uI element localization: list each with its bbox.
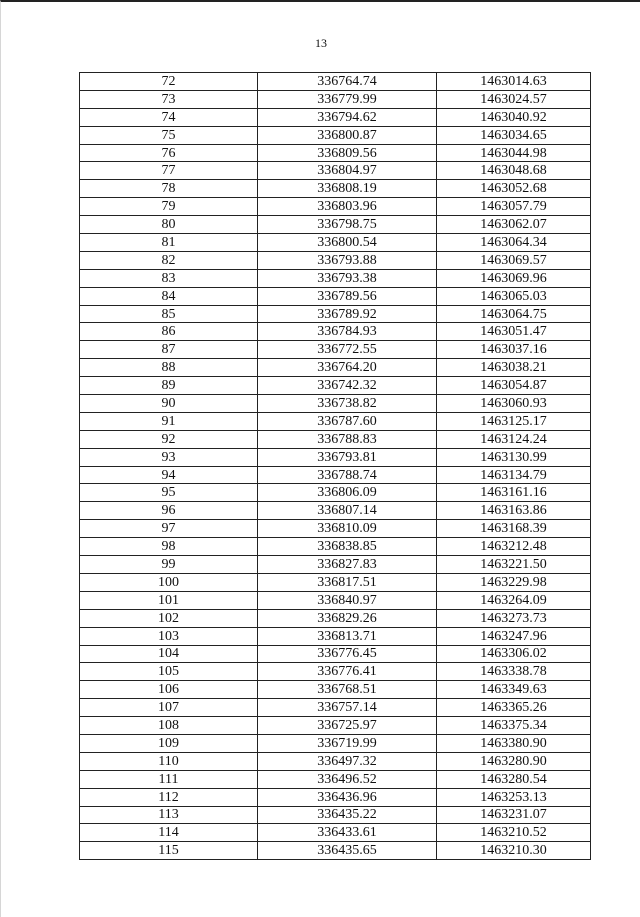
table-row: [80, 681, 591, 699]
table-row: [80, 180, 591, 198]
point-number-cell: 81: [80, 234, 258, 252]
y-coordinate-cell: 1463034.65: [437, 126, 591, 144]
table-row: [80, 806, 591, 824]
x-coordinate-cell: 336772.55: [258, 341, 437, 359]
table-row: [80, 538, 591, 556]
y-coordinate-cell: 1463168.39: [437, 520, 591, 538]
point-number-cell: 101: [80, 591, 258, 609]
point-number-cell: 90: [80, 395, 258, 413]
y-coordinate-cell: 1463060.93: [437, 395, 591, 413]
table-row: [80, 591, 591, 609]
point-number-cell: 95: [80, 484, 258, 502]
x-coordinate-cell: 336435.22: [258, 806, 437, 824]
table-row: [80, 556, 591, 574]
y-coordinate-cell: 1463365.26: [437, 699, 591, 717]
x-coordinate-cell: 336779.99: [258, 90, 437, 108]
y-coordinate-cell: 1463125.17: [437, 412, 591, 430]
point-number-cell: 99: [80, 556, 258, 574]
table-row: [80, 359, 591, 377]
table-row: [80, 395, 591, 413]
table-row: [80, 198, 591, 216]
y-coordinate-cell: 1463057.79: [437, 198, 591, 216]
page-number: 13: [315, 36, 327, 50]
x-coordinate-cell: 336806.09: [258, 484, 437, 502]
point-number-cell: 100: [80, 573, 258, 591]
y-coordinate-cell: 1463065.03: [437, 287, 591, 305]
point-number-cell: 92: [80, 430, 258, 448]
point-number-cell: 109: [80, 734, 258, 752]
point-number-cell: 111: [80, 770, 258, 788]
point-number-cell: 93: [80, 448, 258, 466]
point-number-cell: 105: [80, 663, 258, 681]
x-coordinate-cell: 336840.97: [258, 591, 437, 609]
point-number-cell: 83: [80, 269, 258, 287]
x-coordinate-cell: 336803.96: [258, 198, 437, 216]
x-coordinate-cell: 336789.56: [258, 287, 437, 305]
table-row: [80, 734, 591, 752]
x-coordinate-cell: 336807.14: [258, 502, 437, 520]
table-row: [80, 448, 591, 466]
y-coordinate-cell: 1463024.57: [437, 90, 591, 108]
point-number-cell: 102: [80, 609, 258, 627]
table-row: [80, 663, 591, 681]
x-coordinate-cell: 336776.41: [258, 663, 437, 681]
point-number-cell: 78: [80, 180, 258, 198]
table-row: [80, 430, 591, 448]
x-coordinate-cell: 336742.32: [258, 377, 437, 395]
point-number-cell: 97: [80, 520, 258, 538]
table-row: [80, 573, 591, 591]
table-row: [80, 251, 591, 269]
x-coordinate-cell: 336804.97: [258, 162, 437, 180]
x-coordinate-cell: 336757.14: [258, 699, 437, 717]
x-coordinate-cell: 336719.99: [258, 734, 437, 752]
y-coordinate-cell: 1463229.98: [437, 573, 591, 591]
point-number-cell: 74: [80, 108, 258, 126]
y-coordinate-cell: 1463349.63: [437, 681, 591, 699]
point-number-cell: 82: [80, 251, 258, 269]
x-coordinate-cell: 336809.56: [258, 144, 437, 162]
table-row: [80, 824, 591, 842]
point-number-cell: 76: [80, 144, 258, 162]
y-coordinate-cell: 1463273.73: [437, 609, 591, 627]
table-row: [80, 73, 591, 91]
point-number-cell: 75: [80, 126, 258, 144]
table-row: [80, 770, 591, 788]
x-coordinate-cell: 336787.60: [258, 412, 437, 430]
y-coordinate-cell: 1463280.90: [437, 752, 591, 770]
x-coordinate-cell: 336738.82: [258, 395, 437, 413]
y-coordinate-cell: 1463210.52: [437, 824, 591, 842]
table-row: [80, 234, 591, 252]
table-row: [80, 144, 591, 162]
x-coordinate-cell: 336776.45: [258, 645, 437, 663]
y-coordinate-cell: 1463306.02: [437, 645, 591, 663]
y-coordinate-cell: 1463338.78: [437, 663, 591, 681]
y-coordinate-cell: 1463069.57: [437, 251, 591, 269]
x-coordinate-cell: 336764.74: [258, 73, 437, 91]
y-coordinate-cell: 1463231.07: [437, 806, 591, 824]
y-coordinate-cell: 1463210.30: [437, 842, 591, 860]
point-number-cell: 80: [80, 216, 258, 234]
y-coordinate-cell: 1463037.16: [437, 341, 591, 359]
point-number-cell: 110: [80, 752, 258, 770]
x-coordinate-cell: 336793.38: [258, 269, 437, 287]
table-row: [80, 645, 591, 663]
point-number-cell: 79: [80, 198, 258, 216]
x-coordinate-cell: 336800.54: [258, 234, 437, 252]
point-number-cell: 96: [80, 502, 258, 520]
x-coordinate-cell: 336793.81: [258, 448, 437, 466]
y-coordinate-cell: 1463064.75: [437, 305, 591, 323]
x-coordinate-cell: 336496.52: [258, 770, 437, 788]
table-row: [80, 269, 591, 287]
y-coordinate-cell: 1463253.13: [437, 788, 591, 806]
x-coordinate-cell: 336497.32: [258, 752, 437, 770]
y-coordinate-cell: 1463264.09: [437, 591, 591, 609]
table-row: [80, 484, 591, 502]
point-number-cell: 94: [80, 466, 258, 484]
x-coordinate-cell: 336764.20: [258, 359, 437, 377]
point-number-cell: 88: [80, 359, 258, 377]
table-row: [80, 788, 591, 806]
point-number-cell: 103: [80, 627, 258, 645]
y-coordinate-cell: 1463280.54: [437, 770, 591, 788]
point-number-cell: 115: [80, 842, 258, 860]
table-row: [80, 216, 591, 234]
x-coordinate-cell: 336788.83: [258, 430, 437, 448]
x-coordinate-cell: 336793.88: [258, 251, 437, 269]
y-coordinate-cell: 1463247.96: [437, 627, 591, 645]
point-number-cell: 86: [80, 323, 258, 341]
y-coordinate-cell: 1463051.47: [437, 323, 591, 341]
point-number-cell: 73: [80, 90, 258, 108]
point-number-cell: 77: [80, 162, 258, 180]
x-coordinate-cell: 336433.61: [258, 824, 437, 842]
y-coordinate-cell: 1463212.48: [437, 538, 591, 556]
y-coordinate-cell: 1463130.99: [437, 448, 591, 466]
x-coordinate-cell: 336436.96: [258, 788, 437, 806]
point-number-cell: 84: [80, 287, 258, 305]
y-coordinate-cell: 1463375.34: [437, 717, 591, 735]
x-coordinate-cell: 336838.85: [258, 538, 437, 556]
y-coordinate-cell: 1463221.50: [437, 556, 591, 574]
table-row: [80, 305, 591, 323]
table-row: [80, 162, 591, 180]
point-number-cell: 87: [80, 341, 258, 359]
x-coordinate-cell: 336798.75: [258, 216, 437, 234]
x-coordinate-cell: 336810.09: [258, 520, 437, 538]
table-row: [80, 699, 591, 717]
point-number-cell: 113: [80, 806, 258, 824]
table-row: [80, 842, 591, 860]
y-coordinate-cell: 1463048.68: [437, 162, 591, 180]
point-number-cell: 114: [80, 824, 258, 842]
point-number-cell: 91: [80, 412, 258, 430]
y-coordinate-cell: 1463069.96: [437, 269, 591, 287]
coordinates-table-body: [80, 73, 591, 860]
point-number-cell: 112: [80, 788, 258, 806]
y-coordinate-cell: 1463062.07: [437, 216, 591, 234]
x-coordinate-cell: 336435.65: [258, 842, 437, 860]
x-coordinate-cell: 336829.26: [258, 609, 437, 627]
x-coordinate-cell: 336789.92: [258, 305, 437, 323]
table-row: [80, 90, 591, 108]
x-coordinate-cell: 336725.97: [258, 717, 437, 735]
table-row: [80, 341, 591, 359]
y-coordinate-cell: 1463124.24: [437, 430, 591, 448]
table-row: [80, 108, 591, 126]
table-row: [80, 627, 591, 645]
point-number-cell: 104: [80, 645, 258, 663]
x-coordinate-cell: 336768.51: [258, 681, 437, 699]
table-row: [80, 466, 591, 484]
x-coordinate-cell: 336808.19: [258, 180, 437, 198]
x-coordinate-cell: 336794.62: [258, 108, 437, 126]
x-coordinate-cell: 336813.71: [258, 627, 437, 645]
x-coordinate-cell: 336788.74: [258, 466, 437, 484]
x-coordinate-cell: 336784.93: [258, 323, 437, 341]
table-row: [80, 520, 591, 538]
table-row: [80, 752, 591, 770]
point-number-cell: 98: [80, 538, 258, 556]
point-number-cell: 89: [80, 377, 258, 395]
point-number-cell: 106: [80, 681, 258, 699]
y-coordinate-cell: 1463054.87: [437, 377, 591, 395]
point-number-cell: 85: [80, 305, 258, 323]
y-coordinate-cell: 1463014.63: [437, 73, 591, 91]
coordinates-table: [79, 72, 591, 860]
point-number-cell: 107: [80, 699, 258, 717]
y-coordinate-cell: 1463038.21: [437, 359, 591, 377]
table-row: [80, 717, 591, 735]
point-number-cell: 108: [80, 717, 258, 735]
table-row: [80, 609, 591, 627]
y-coordinate-cell: 1463134.79: [437, 466, 591, 484]
y-coordinate-cell: 1463040.92: [437, 108, 591, 126]
point-number-cell: 72: [80, 73, 258, 91]
table-row: [80, 287, 591, 305]
y-coordinate-cell: 1463380.90: [437, 734, 591, 752]
y-coordinate-cell: 1463161.16: [437, 484, 591, 502]
y-coordinate-cell: 1463064.34: [437, 234, 591, 252]
table-row: [80, 502, 591, 520]
y-coordinate-cell: 1463044.98: [437, 144, 591, 162]
table-row: [80, 323, 591, 341]
x-coordinate-cell: 336800.87: [258, 126, 437, 144]
table-row: [80, 377, 591, 395]
x-coordinate-cell: 336827.83: [258, 556, 437, 574]
table-row: [80, 126, 591, 144]
table-row: [80, 412, 591, 430]
y-coordinate-cell: 1463052.68: [437, 180, 591, 198]
y-coordinate-cell: 1463163.86: [437, 502, 591, 520]
x-coordinate-cell: 336817.51: [258, 573, 437, 591]
